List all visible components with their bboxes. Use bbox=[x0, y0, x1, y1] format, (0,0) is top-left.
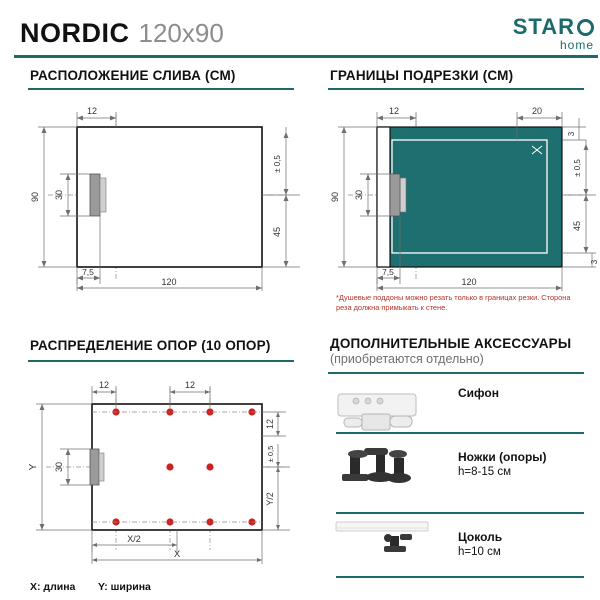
svg-text:3: 3 bbox=[590, 259, 599, 265]
diagram-drain bbox=[24, 92, 304, 292]
section-title-accessories: ДОПОЛНИТЕЛЬНЫЕ АКСЕССУАРЫ bbox=[330, 336, 572, 351]
accessory-sub-plinth: h=10 см bbox=[458, 546, 501, 558]
svg-text:45: 45 bbox=[272, 226, 282, 238]
section-rule-cut bbox=[328, 88, 584, 90]
accessory-label-plinth: Цоколь bbox=[458, 530, 503, 544]
svg-text:12: 12 bbox=[184, 380, 196, 390]
legs-graphic bbox=[342, 448, 411, 483]
accessory-label-siphon: Сифон bbox=[458, 386, 499, 400]
section-title-supports: РАСПРЕДЕЛЕНИЕ ОПОР (10 ОПОР) bbox=[30, 338, 271, 353]
header bbox=[14, 12, 598, 58]
svg-text:7,5: 7,5 bbox=[382, 267, 394, 277]
svg-text:3: 3 bbox=[567, 131, 576, 137]
svg-text:± 0,5: ± 0,5 bbox=[273, 155, 282, 173]
svg-text:30: 30 bbox=[54, 461, 64, 473]
product-size: 120x90 bbox=[138, 18, 224, 48]
section-rule-drain bbox=[28, 88, 294, 90]
svg-text:30: 30 bbox=[54, 189, 64, 201]
cut-note: *Душевые поддоны можно резать только в границах резки. Сторона реза должна примыкать к стене. bbox=[336, 293, 571, 312]
svg-text:Y: Y bbox=[28, 463, 39, 471]
accessory-rule-2 bbox=[336, 512, 584, 514]
svg-text:20: 20 bbox=[531, 106, 543, 116]
svg-text:Y/2: Y/2 bbox=[265, 492, 275, 506]
brand-text: STAR bbox=[512, 14, 575, 39]
plinth-graphic bbox=[336, 522, 428, 552]
brand-sub: home bbox=[559, 38, 594, 52]
accessory-rule-3 bbox=[336, 576, 584, 578]
svg-text:12: 12 bbox=[86, 106, 98, 116]
diagram-cut bbox=[324, 92, 600, 292]
svg-text:± 0,5: ± 0,5 bbox=[573, 159, 582, 177]
svg-text:12: 12 bbox=[388, 106, 400, 116]
section-title-cut: ГРАНИЦЫ ПОДРЕЗКИ (СМ) bbox=[330, 68, 514, 83]
svg-text:7,5: 7,5 bbox=[82, 267, 94, 277]
section-rule-supports bbox=[28, 360, 294, 362]
diagram-supports bbox=[24, 364, 304, 569]
svg-text:90: 90 bbox=[330, 191, 340, 203]
brand-name bbox=[513, 16, 594, 38]
svg-text:X/2: X/2 bbox=[127, 534, 141, 544]
accessory-label-legs: Ножки (опоры) bbox=[458, 450, 547, 464]
svg-text:X: X bbox=[173, 549, 181, 560]
section-title-drain: РАСПОЛОЖЕНИЕ СЛИВА (СМ) bbox=[30, 68, 236, 83]
section-subtitle-accessories: (приобретаются отдельно) bbox=[330, 352, 484, 366]
svg-text:45: 45 bbox=[572, 220, 582, 232]
svg-text:± 0,5: ± 0,5 bbox=[266, 445, 275, 463]
svg-text:12: 12 bbox=[265, 418, 275, 430]
legend-x: X: длина bbox=[30, 581, 76, 593]
title-block bbox=[14, 18, 224, 49]
svg-text:90: 90 bbox=[30, 191, 40, 203]
brand-o-icon bbox=[577, 19, 594, 36]
accessory-sub-legs: h=8-15 см bbox=[458, 466, 511, 478]
section-rule-accessories bbox=[328, 372, 584, 374]
brand-logo bbox=[513, 16, 598, 51]
legend-y: Y: ширина bbox=[98, 581, 151, 593]
page-title: NORDIC bbox=[20, 18, 130, 48]
siphon-graphic bbox=[338, 394, 416, 430]
svg-text:30: 30 bbox=[354, 189, 364, 201]
svg-text:12: 12 bbox=[98, 380, 110, 390]
accessory-rule-1 bbox=[336, 432, 584, 434]
svg-text:120: 120 bbox=[461, 277, 477, 287]
svg-text:120: 120 bbox=[161, 277, 177, 287]
